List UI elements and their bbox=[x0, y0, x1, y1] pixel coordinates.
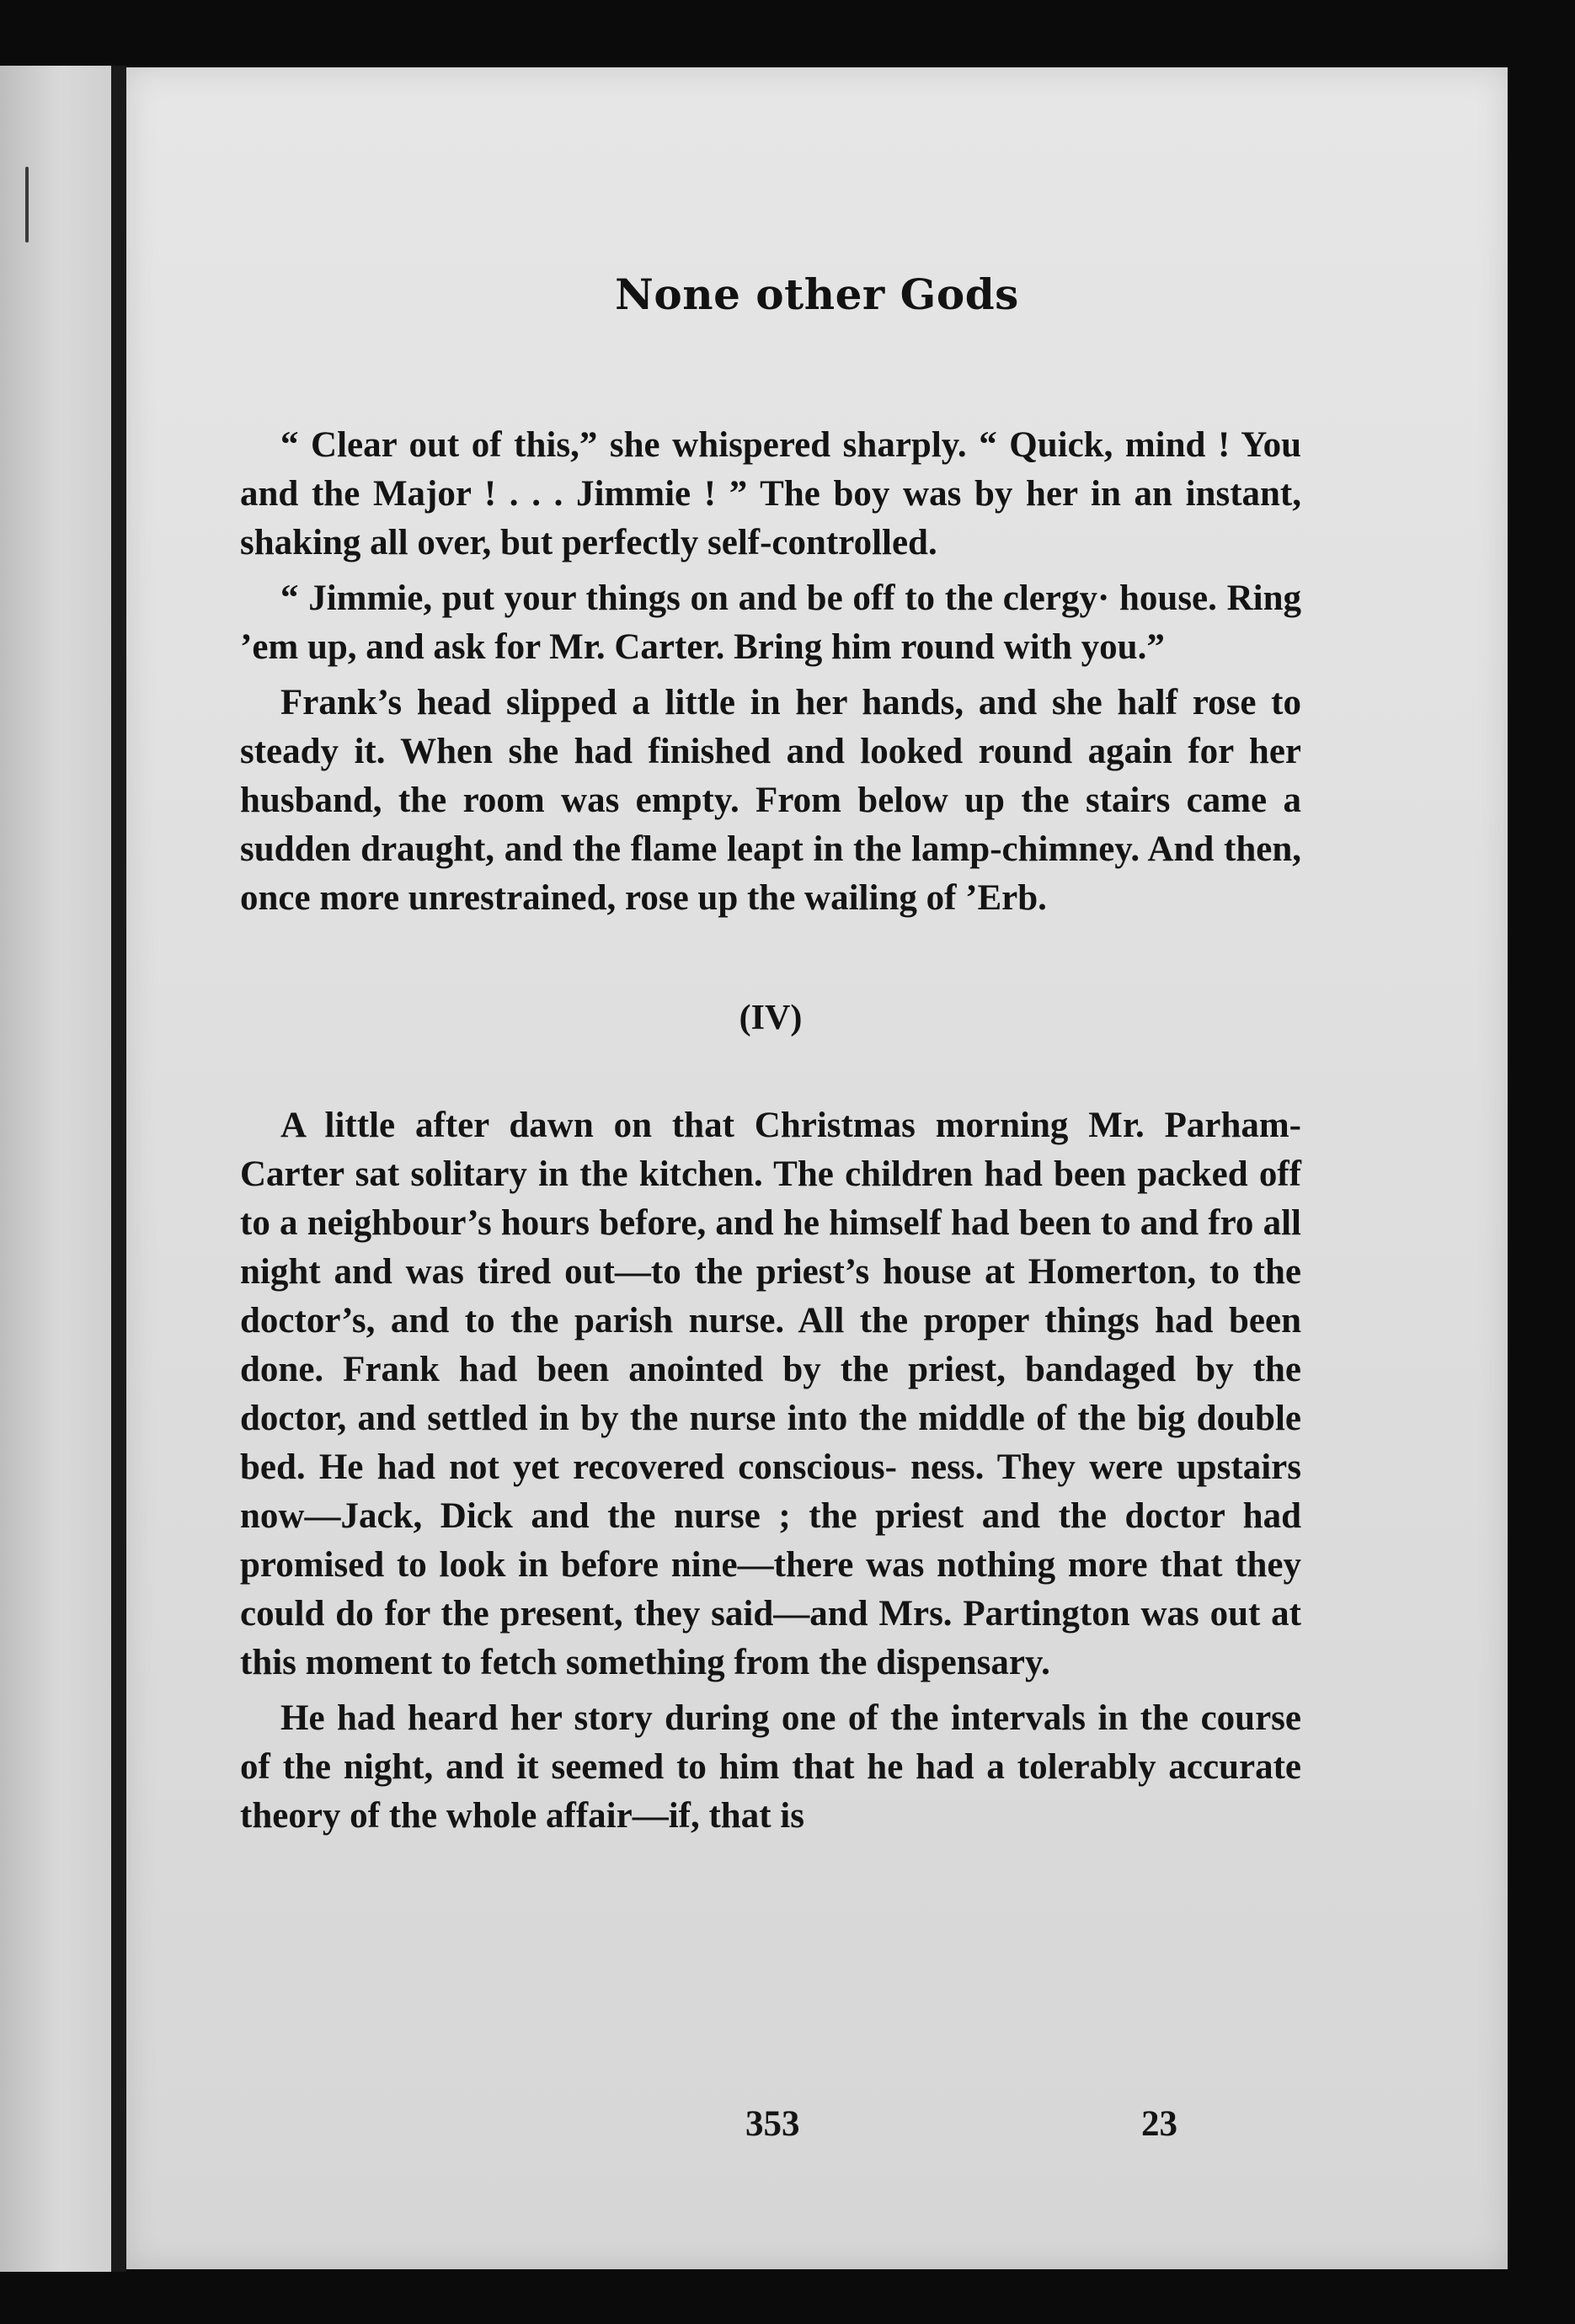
facing-page-mark bbox=[25, 167, 29, 243]
running-head: None other Gods bbox=[615, 269, 1019, 319]
paragraph: “ Jimmie, put your things on and be off to the clergy· house. Ring ’em up, and ask for Mr. Carter. Bring him round with you.” bbox=[240, 578, 1301, 667]
paragraph: “ Clear out of this,” she whispered sharply. “ Quick, mind ! You and the Major ! . . . Jimmie ! ” The boy was by her in an instant, shaking all over, but perfectly self-controlled. bbox=[240, 425, 1301, 562]
section-marker: (IV) bbox=[739, 999, 803, 1037]
page-text bbox=[240, 421, 1301, 1847]
signature-mark: 23 bbox=[1141, 2104, 1177, 2144]
paragraph: Frank’s head slipped a little in her hands, and she half rose to steady it. When she had finished and looked round again for her husband, the room was empty. From below up the stairs came a sudden draught, and the flame leapt in the lamp-chimney. And then, once more unrestrained, rose up the wailing of ’Erb. bbox=[240, 683, 1301, 918]
facing-page-edge bbox=[0, 66, 111, 2272]
book-page bbox=[126, 67, 1508, 2269]
book-gutter bbox=[111, 66, 126, 2272]
paragraph: He had heard her story during one of the intervals in the course of the night, and it seemed to him that he had a tolerably accurate theory of the whole affair—if, that is bbox=[240, 1698, 1301, 1836]
scan-border bbox=[1508, 67, 1575, 2269]
page-number: 353 bbox=[745, 2104, 800, 2144]
paragraph: A little after dawn on that Christmas morning Mr. Parham-Carter sat solitary in the kitchen. The children had been packed off to a neighbour’s hours before, and he himself had been to and fro all night and was tired out—to the priest’s house at Homerton, to the doctor’s, and to the parish nurse. All the proper things had been done. Frank had been anointed by the priest, bandaged by the doctor, and settled in by the nurse into the middle of the big double bed. He had not yet recovered conscious- ness. They were upstairs now—Jack, Dick and the nurse ; the priest and the doctor had promised to look in before nine—there was nothing more that they could do for the present, they said—and Mrs. Partington was out at this moment to fetch something from the dispensary. bbox=[240, 1106, 1301, 1682]
